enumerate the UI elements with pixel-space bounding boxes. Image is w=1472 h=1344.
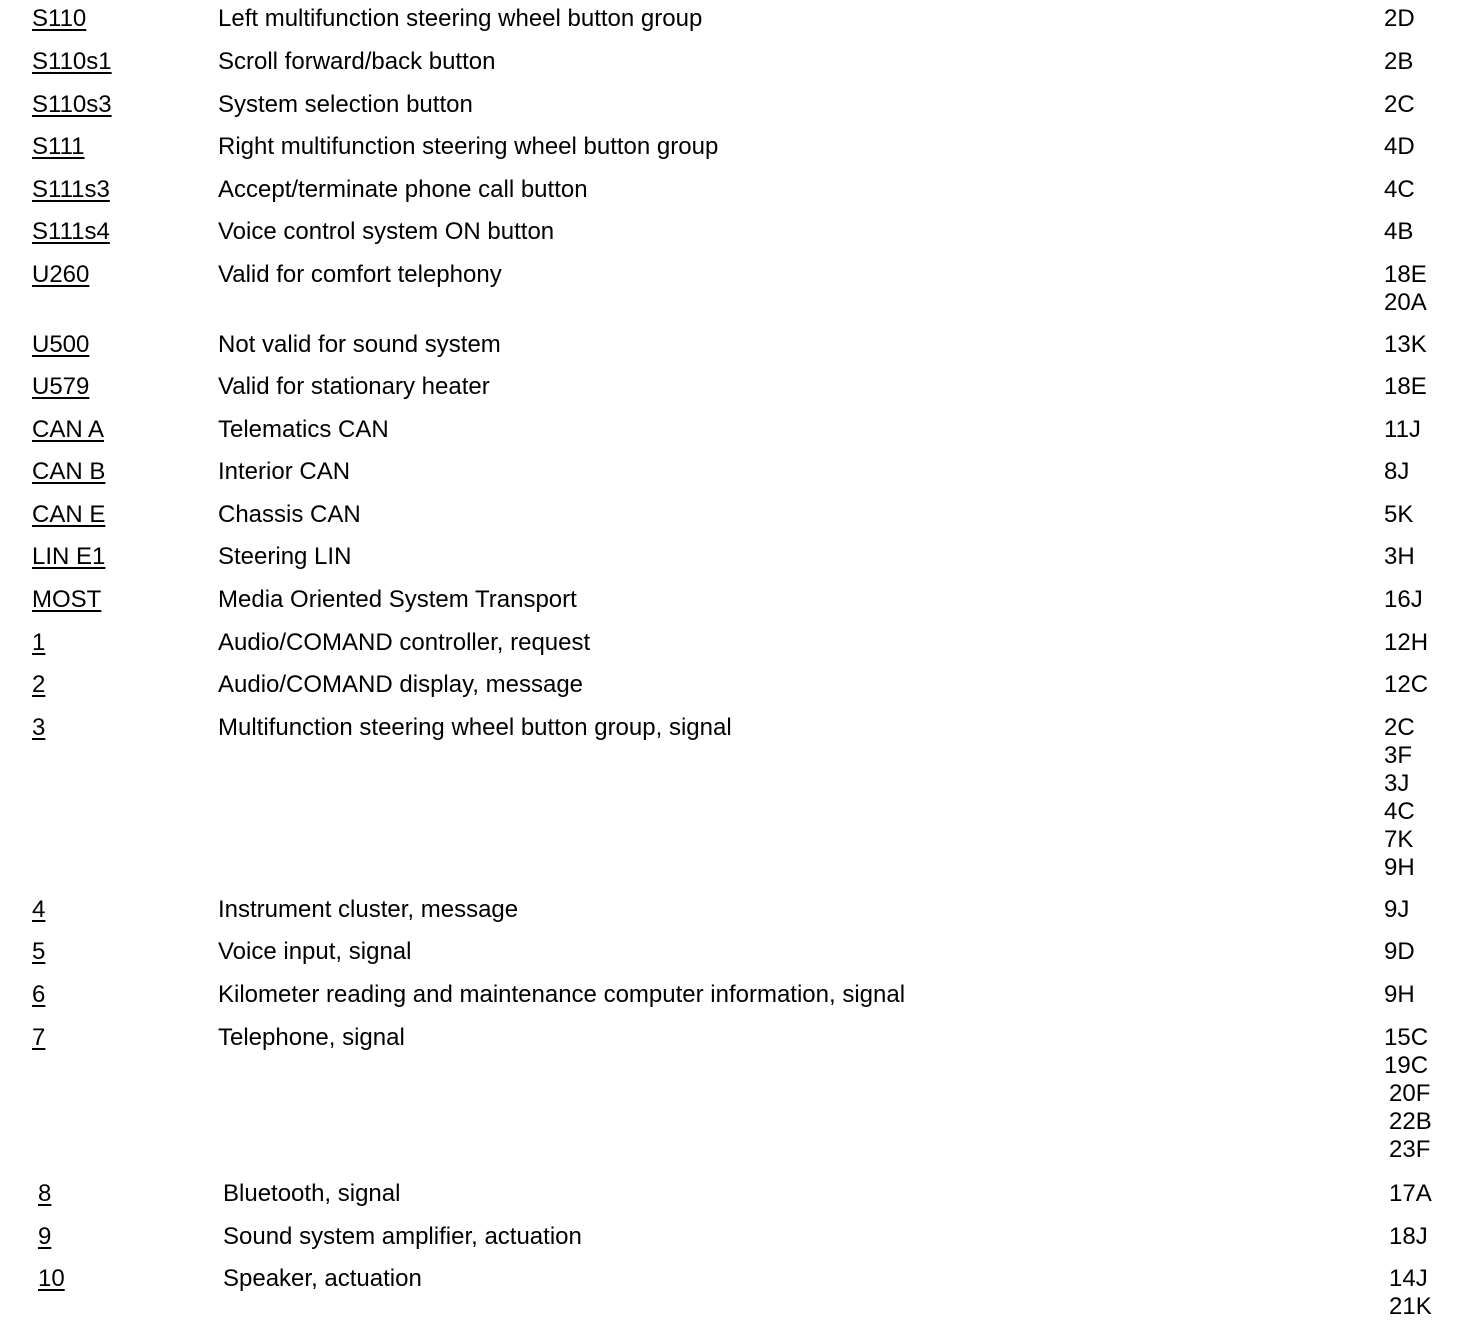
legend-description: Media Oriented System Transport (218, 586, 577, 613)
legend-code-link[interactable]: U500 (32, 331, 90, 358)
grid-reference: 8J (1384, 458, 1410, 485)
legend-code-link[interactable]: MOST (32, 586, 102, 613)
legend-grid-references (1384, 1223, 1464, 1251)
legend-grid-references (1384, 896, 1464, 924)
legend-grid-references (1384, 938, 1464, 966)
legend-grid-references (1384, 671, 1464, 699)
legend-grid-references (1384, 586, 1464, 614)
legend-code-link[interactable]: S110s3 (32, 91, 112, 118)
legend-grid-references (1384, 91, 1464, 119)
grid-reference: 16J (1384, 586, 1423, 613)
legend-description: Interior CAN (218, 458, 351, 485)
legend-description: Instrument cluster, message (218, 896, 519, 923)
grid-reference: 2D (1384, 5, 1415, 32)
legend-code-link[interactable]: S111s3 (32, 176, 110, 203)
grid-reference: 20F (1389, 1080, 1431, 1107)
grid-reference: 13K (1384, 331, 1427, 358)
legend-grid-references (1384, 373, 1464, 401)
legend-code-link[interactable]: 3 (32, 714, 46, 741)
legend-description: Telematics CAN (218, 416, 389, 443)
legend-code-link[interactable]: S110 (32, 5, 87, 32)
grid-reference: 20A (1384, 289, 1427, 316)
legend-description: Audio/COMAND controller, request (218, 629, 591, 656)
grid-reference: 15C (1384, 1024, 1429, 1051)
grid-reference: 21K (1389, 1293, 1432, 1320)
grid-reference: 3F (1384, 742, 1413, 769)
legend-grid-references (1384, 501, 1464, 529)
legend-description: Scroll forward/back button (218, 48, 496, 75)
legend-code-link[interactable]: 8 (38, 1180, 52, 1207)
grid-reference: 23F (1389, 1136, 1431, 1163)
legend-description: Sound system amplifier, actuation (223, 1223, 582, 1250)
legend-code-link[interactable]: CAN A (32, 416, 105, 443)
grid-reference: 2C (1384, 91, 1415, 118)
legend-description: Kilometer reading and maintenance computer information, signal (218, 981, 906, 1008)
grid-reference: 9J (1384, 896, 1410, 923)
legend-code-link[interactable]: S111s4 (32, 218, 110, 245)
grid-reference: 3J (1384, 770, 1410, 797)
legend-grid-references (1384, 543, 1464, 571)
legend-grid-references (1384, 261, 1464, 317)
legend-grid-references (1384, 416, 1464, 444)
legend-grid-references (1384, 981, 1464, 1009)
legend-description: Valid for comfort telephony (218, 261, 502, 288)
legend-grid-references (1384, 48, 1464, 76)
grid-reference: 18E (1384, 261, 1427, 288)
legend-description: Speaker, actuation (223, 1265, 422, 1292)
legend-code-link[interactable]: 2 (32, 671, 46, 698)
grid-reference: 11J (1384, 416, 1421, 443)
legend-grid-references (1384, 176, 1464, 204)
grid-reference: 9D (1384, 938, 1415, 965)
grid-reference: 3H (1384, 543, 1415, 570)
grid-reference: 2B (1384, 48, 1414, 75)
grid-reference: 7K (1384, 826, 1414, 853)
legend-code-link[interactable]: S111 (32, 133, 85, 160)
legend-code-link[interactable]: LIN E1 (32, 543, 106, 570)
legend-grid-references (1384, 5, 1464, 33)
grid-reference: 19C (1384, 1052, 1429, 1079)
grid-reference: 4B (1384, 218, 1414, 245)
legend-code-link[interactable]: 9 (38, 1223, 52, 1250)
legend-code-link[interactable]: U579 (32, 373, 90, 400)
legend-grid-references (1384, 458, 1464, 486)
legend-grid-references (1384, 331, 1464, 359)
legend-description: Valid for stationary heater (218, 373, 490, 400)
legend-description: Left multifunction steering wheel button group (218, 5, 703, 32)
legend-description: Steering LIN (218, 543, 352, 570)
grid-reference: 18J (1389, 1223, 1428, 1250)
legend-code-link[interactable]: 7 (32, 1024, 46, 1051)
legend-code-link[interactable]: 4 (32, 896, 46, 923)
legend-description: Voice input, signal (218, 938, 412, 965)
legend-description: Bluetooth, signal (223, 1180, 401, 1207)
grid-reference: 9H (1384, 854, 1415, 881)
legend-grid-references (1384, 714, 1464, 882)
legend-code-link[interactable]: 5 (32, 938, 46, 965)
legend-description: Multifunction steering wheel button group, signal (218, 714, 732, 741)
legend-code-link[interactable]: S110s1 (32, 48, 112, 75)
grid-reference: 22B (1389, 1108, 1432, 1135)
legend-description: Not valid for sound system (218, 331, 501, 358)
legend-code-link[interactable]: U260 (32, 261, 90, 288)
grid-reference: 12H (1384, 629, 1429, 656)
legend-description: Audio/COMAND display, message (218, 671, 584, 698)
legend-description: Accept/terminate phone call button (218, 176, 588, 203)
legend-grid-references (1384, 1024, 1464, 1164)
legend-code-link[interactable]: CAN E (32, 501, 106, 528)
legend-description: System selection button (218, 91, 473, 118)
grid-reference: 9H (1384, 981, 1415, 1008)
legend-code-link[interactable]: CAN B (32, 458, 106, 485)
legend-description: Telephone, signal (218, 1024, 405, 1051)
grid-reference: 18E (1384, 373, 1427, 400)
legend-code-link[interactable]: 6 (32, 981, 46, 1008)
legend-code-link[interactable]: 10 (38, 1265, 65, 1292)
legend-grid-references (1384, 629, 1464, 657)
legend-description: Chassis CAN (218, 501, 361, 528)
grid-reference: 12C (1384, 671, 1429, 698)
grid-reference: 4C (1384, 798, 1415, 825)
legend-grid-references (1384, 133, 1464, 161)
grid-reference: 17A (1389, 1180, 1432, 1207)
legend-grid-references (1384, 218, 1464, 246)
grid-reference: 2C (1384, 714, 1415, 741)
legend-description: Right multifunction steering wheel button group (218, 133, 719, 160)
grid-reference: 4D (1384, 133, 1415, 160)
grid-reference: 14J (1389, 1265, 1428, 1292)
legend-grid-references (1384, 1265, 1464, 1321)
legend-description: Voice control system ON button (218, 218, 555, 245)
legend-code-link[interactable]: 1 (32, 629, 46, 656)
grid-reference: 5K (1384, 501, 1414, 528)
grid-reference: 4C (1384, 176, 1415, 203)
legend-grid-references (1384, 1180, 1464, 1208)
